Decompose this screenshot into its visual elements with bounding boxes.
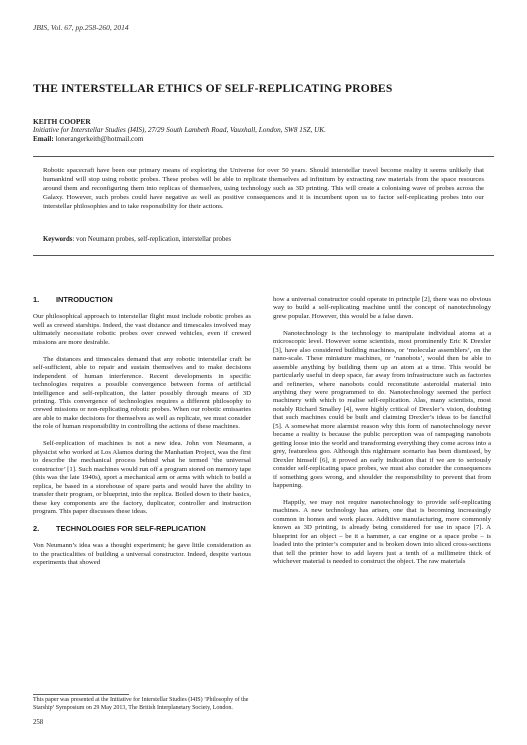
paper-title: THE INTERSTELLAR ETHICS OF SELF-REPLICATING PROBES	[33, 82, 393, 95]
abstract-text: Robotic spacecraft have been our primary means of exploring the Universe for over 50 years. Should interstellar travel become reality it seems unlikely that humankind will stop using robotic probes. These probes will be able to replicate themselves ad infinitum by extracting raw materials from the space resources around them and reconfiguring them into replicas of themselves, using technology such as 3D printing. This will create a colonising wave of probes across the Galaxy. However, such probes could have negative as well as positive consequences and it is incumbent upon us to factor self-replicating probes into our interstellar philosophies and to take responsibility for their actions.	[43, 167, 484, 210]
email-address[interactable]: lonerangerkeith@hotmail.com	[55, 135, 144, 143]
body-paragraph: The distances and timescales demand that any robotic interstellar craft be self-sufficient, able to repair and sustain themselves and to make decisions independent of human interference. Recent developments in specific technologies requires a possible convergence between forms of artificial intelligence and self-replication, the latter possibly through means of 3D printing. This convergence of technologies requires a different philosophy to crewed missions or non-replicating robotic probes. When our robotic emissaries are able to make decisions for themselves as well as replicate, we must consider the role of human responsibility in controlling the actions of these machines.	[33, 355, 251, 431]
section-heading-introduction	[33, 296, 251, 304]
author-affiliation: Initiative for Interstellar Studies (I4IS), 27/29 South Lambeth Road, Vauxhall, London, SW8 1SZ, UK.	[33, 126, 326, 134]
section-number: 1.	[33, 295, 40, 304]
section-title: INTRODUCTION	[56, 295, 113, 304]
body-paragraph: Nanotechnology is the technology to manipulate individual atoms at a microscopic level. However some scientists, most prominently Eric K Drexler [3], have also considered building machines, or ‘molecular assemblers’, on the nano-scale. These miniature machines, or ‘nanobots’, would then be able to assemble anything by building them up an atom at a time. This would be particularly useful in deep space, far away from infrastructure such as factories and refineries, where nanobots could reconstitute asteroidal material into anything they were programmed to do. Nanotechnology seemed the perfect machinery with which to realise self-replication. Alas, many scientists, most notably Richard Smalley [4], were highly critical of Drexler’s vision, doubting that such machines could be built and claiming Drexler’s ideas to be fanciful [5]. A somewhat more alarmist reason why this form of nanotechnology never became a reality is because the public perception was of rampaging nanobots getting loose into the world and transforming everything they come across into a grey, featureless goo. Although this nightmare scenario has been dismissed, by Drexler himself [6], it proved an early indication that if we are to seriously consider self-replicating space probes, we must also consider the consequences if something goes wrong, and shoulder the responsibility to prevent that from happening.	[273, 329, 491, 490]
journal-reference: JBIS, Vol. 67, pp.258-260, 2014	[33, 23, 129, 32]
left-column	[33, 296, 251, 576]
section-number: 2.	[33, 523, 40, 533]
keywords-list: : von Neumann probes, self-replication, interstellar probes	[72, 236, 231, 243]
email-label: Email:	[33, 135, 54, 143]
body-paragraph: Our philosophical approach to interstellar flight must include robotic probes as well as crewed starships. Indeed, the vast distance and timescales involved may ultimately necessitate robotic probes over crewed vehicles, even if crewed missions are more desirable.	[33, 313, 251, 346]
abstract-bottom-rule	[33, 255, 494, 256]
footnote: This paper was presented at the Initiative for Interstellar Studies (I4IS) ‘Philosophy of the Starship’ Symposium on 29 May 2013, The British Interplanetary Society, London.	[33, 697, 249, 711]
body-paragraph: Von Neumann’s idea was a thought experiment; he gave little consideration as to the practicalities of building a universal constructor. Indeed, despite various experiments that showed	[33, 542, 251, 567]
footnote-rule	[33, 694, 129, 695]
body-paragraph: how a universal constructor could operate in principle [2], there was no obvious way to build a self-replicating machine until the concept of nanotechnology grew popular. However, this would be a false dawn.	[273, 296, 491, 320]
section-title: TECHNOLOGIES FOR SELF-REPLICATION	[56, 523, 206, 533]
page-number: 258	[33, 719, 44, 726]
right-column	[273, 296, 491, 575]
abstract-top-rule	[33, 156, 494, 157]
author-name: KEITH COOPER	[33, 117, 91, 126]
keywords	[43, 236, 484, 243]
body-paragraph: Self-replication of machines is not a new idea. John von Neumann, a physicist who worked at Los Alamos during the Manhattan Project, was the first to describe the mechanical process behind what he termed ‘the universal constructor’ [1]. Such machines would run off a program stored on memory tape (this was the late 1940s), sport a mechanical arm or arms with which to build a replica, be based in a storehouse of spare parts and would have the ability to transfer their program, or blueprint, into the replica. Boiled down to their basics, these key components are the factory, duplicator, controller and instruction program. This paper discusses these ideas.	[33, 440, 251, 515]
keywords-label: Keywords	[43, 236, 73, 243]
section-heading-technologies	[33, 525, 251, 533]
author-email	[33, 135, 143, 143]
body-paragraph: Happily, we may not require nanotechnology to provide self-replicating machines. A new technology has arisen, one that is becoming increasingly common in homes and work places. Additive manufacturing, more commonly known as 3D printing, is already being considered for use in space [7]. A blueprint for an object – be it a hammer, a car engine or a space probe – is loaded into the printer’s computer and is broken down into sliced cross-sections that tell the printer how to add layers just a tenth of a millimetre thick of whichever material is needed to construct the object. The raw materials	[273, 498, 491, 566]
